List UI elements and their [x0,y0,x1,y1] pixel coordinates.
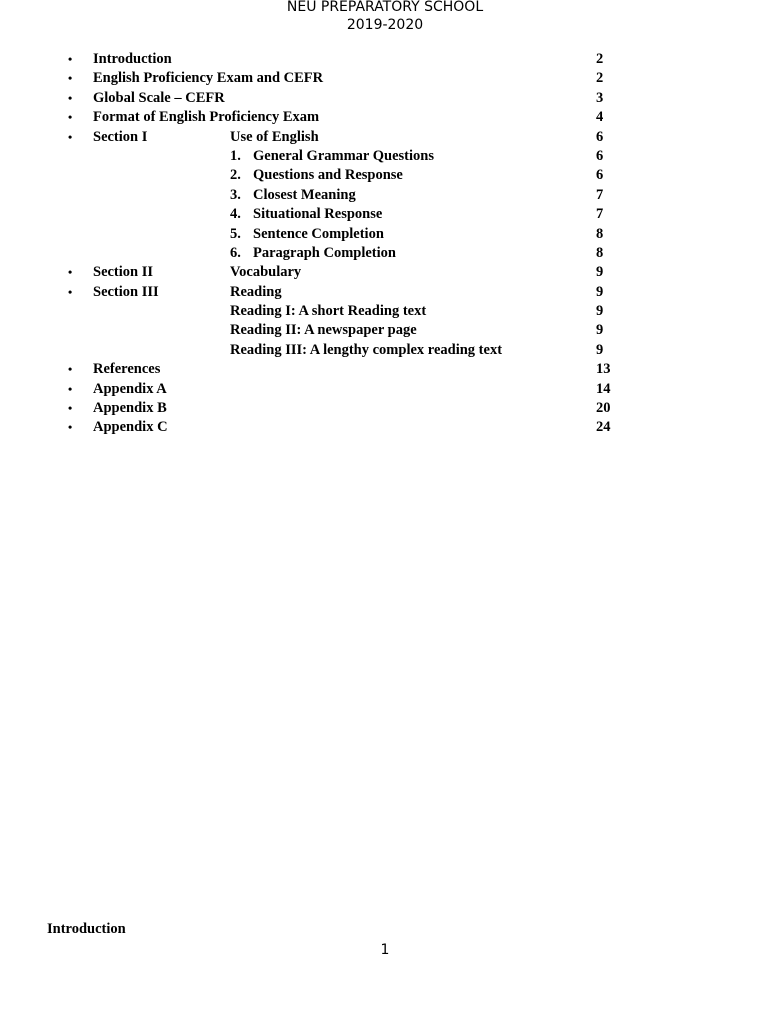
bullet-icon: • [68,71,73,86]
toc-page-number: 9 [596,303,604,320]
toc-page-number: 8 [596,244,604,261]
table-of-contents [0,50,770,438]
toc-item-text: Questions and Response [253,167,403,184]
toc-item-number: 1. [230,147,241,164]
toc-page-number: 9 [596,341,604,358]
toc-label: Introduction [93,51,172,67]
toc-item-text: Reading III: A lengthy complex reading text [230,341,503,358]
toc-label: English Proficiency Exam and CEFR [93,70,324,87]
toc-item-text: Sentence Completion [253,225,384,242]
toc-label: Global Scale – CEFR [93,89,225,106]
bullet-icon: • [68,284,73,299]
toc-label: Section III [93,283,159,300]
bullet-icon: • [68,110,73,125]
toc-page-number: 24 [596,419,611,436]
toc-row-introduction [0,50,770,69]
toc-item-number: 3. [230,186,241,203]
toc-page-number: 20 [596,400,611,417]
toc-item-number: 4. [230,206,241,223]
toc-item-text: Closest Meaning [253,186,356,203]
toc-section-title: Reading [230,283,282,300]
bullet-icon: • [68,420,73,435]
toc-row-appendix-c [0,418,770,437]
toc-item-text: Paragraph Completion [253,244,396,261]
bullet-icon: • [68,362,73,377]
toc-row-section-3 [0,283,770,302]
toc-page-number: 9 [596,264,604,281]
bullet-icon: • [68,401,73,416]
toc-section-title: Vocabulary [230,264,302,281]
toc-label: Appendix B [93,400,167,417]
toc-page-number: 9 [596,283,604,300]
toc-row-references [0,360,770,379]
toc-label: Format of English Proficiency Exam [93,109,320,126]
toc-item-text: Reading II: A newspaper page [230,322,417,339]
toc-item-text: General Grammar Questions [253,147,434,164]
toc-row-numbered-item [0,186,770,205]
toc-label: Appendix A [93,380,167,397]
header-school-name: NEU PREPARATORY SCHOOL [286,0,484,15]
toc-row-global-scale [0,89,770,108]
toc-row-appendix-b [0,399,770,418]
toc-page-number: 2 [596,51,604,67]
toc-page-number: 7 [596,186,604,203]
bullet-icon: • [68,129,73,144]
toc-row-numbered-item [0,205,770,224]
bullet-icon: • [68,52,73,66]
toc-page-number: 8 [596,225,604,242]
bullet-icon: • [68,381,73,396]
bullet-icon: • [68,90,73,105]
toc-label: Section II [93,264,154,281]
toc-page-number: 3 [596,89,604,106]
toc-page-number: 6 [596,167,604,184]
toc-item-text: Situational Response [253,206,383,223]
toc-row-numbered-item [0,244,770,263]
page-number: 1 [380,942,390,958]
header-academic-year: 2019-2020 [346,17,424,33]
toc-page-number: 4 [596,109,604,126]
toc-row-numbered-item [0,166,770,185]
toc-row-numbered-item [0,147,770,166]
toc-page-number: 13 [596,361,611,378]
toc-section-title: Use of English [230,128,319,145]
toc-label: Section I [93,128,148,145]
section-heading-introduction: Introduction [47,921,126,937]
toc-page-number: 2 [596,70,604,87]
toc-row-exam-format [0,108,770,127]
toc-page-number: 7 [596,206,604,223]
toc-row-appendix-a [0,380,770,399]
toc-item-number: 5. [230,225,241,242]
bullet-icon: • [68,265,73,280]
toc-item-number: 6. [230,244,241,261]
toc-row-reading-item [0,341,770,360]
toc-page-number: 6 [596,128,604,145]
toc-row-english-proficiency-exam [0,69,770,88]
toc-item-text: Reading I: A short Reading text [230,303,427,320]
toc-row-reading-item [0,321,770,340]
toc-page-number: 6 [596,147,604,164]
toc-page-number: 9 [596,322,604,339]
toc-row-numbered-item [0,225,770,244]
toc-page-number: 14 [596,380,611,397]
toc-row-section-2 [0,263,770,282]
toc-label: Appendix C [93,419,168,436]
toc-item-number: 2. [230,167,241,184]
toc-row-reading-item [0,302,770,321]
toc-label: References [93,361,161,378]
toc-row-section-1 [0,128,770,147]
